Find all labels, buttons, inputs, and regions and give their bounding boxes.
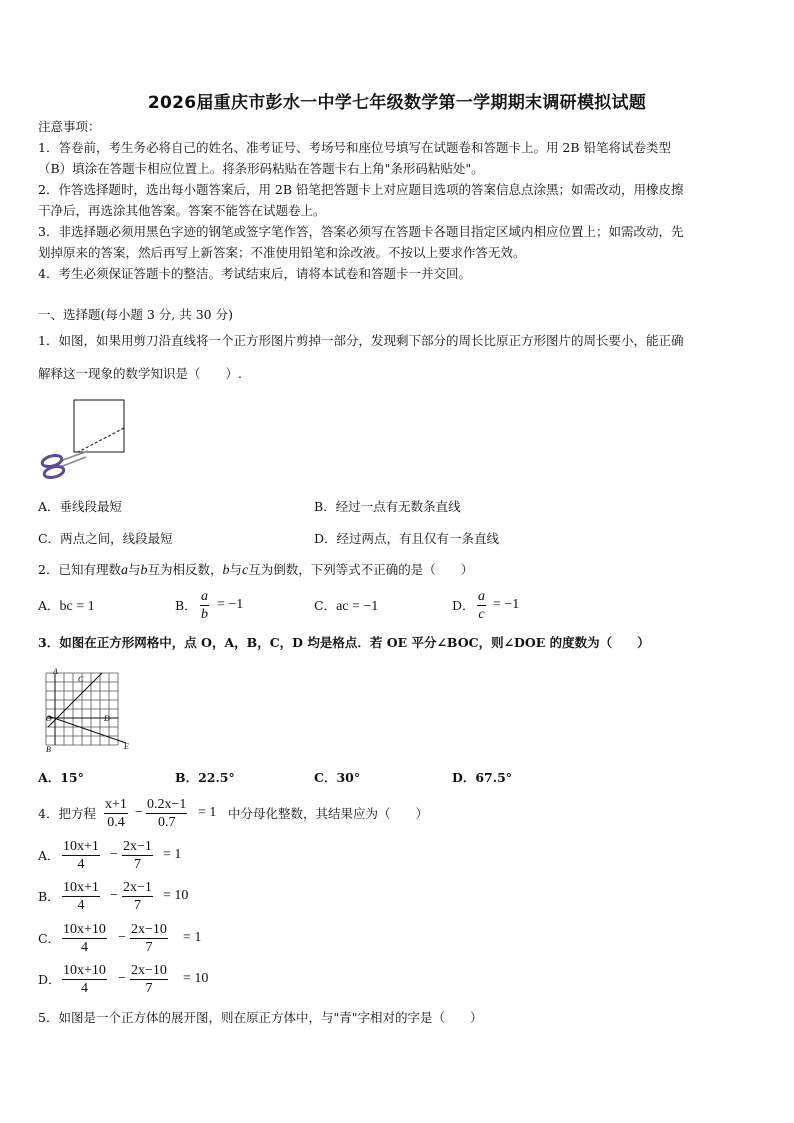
q2-option-b-rhs: = −1 [217, 597, 244, 612]
notice-line-6: 划掉原来的答案，然后再写上新答案；不准使用铅笔和涂改液。不按以上要求作答无效。 [38, 245, 526, 260]
q4-option-b-label: B． [38, 889, 60, 904]
q3-option-a: A．15° [38, 770, 84, 785]
q2-option-a [38, 598, 95, 615]
q4-option-d-d2: 7 [145, 981, 153, 996]
q2-var-c: c [242, 563, 249, 578]
q4-stem-fraction-1 [104, 796, 128, 831]
q4-option-d-n1: 10x+10 [63, 963, 106, 978]
q4-option-d-n2: 2x−10 [131, 963, 167, 978]
q3-stem: 3．如图在正方形网格中，点 O，A，B，C，D 均是格点．若 OE 平分∠BOC，则∠DOE 的度数为（ ） [38, 635, 650, 650]
q1-stem-line-1: 1．如图，如果用剪刀沿直线将一个正方形图片剪掉一部分，发现剩下部分的周长比原正方形图片的周长要小，能正确 [38, 333, 684, 348]
q4-option-b-fraction-1 [62, 879, 100, 914]
q4-stem-minus: − [135, 805, 143, 820]
q4-option-c-n1: 10x+10 [63, 922, 106, 937]
q4-option-c-d2: 7 [145, 940, 153, 955]
q4-option-d-rhs: = 10 [183, 971, 209, 986]
q3-option-c: C．30° [314, 770, 361, 785]
q2-stem-mid3: 与 [229, 562, 243, 577]
q4-option-d-fraction-1 [62, 962, 107, 997]
q4-option-c-fraction-2 [130, 921, 168, 956]
q2-option-a-label: A． [38, 598, 60, 613]
q2-option-a-expr: bc = 1 [59, 599, 95, 614]
q4-option-a-minus: − [110, 847, 118, 862]
q2-option-c-label: C． [314, 598, 337, 613]
q1-option-a: A．垂线段最短 [38, 499, 123, 514]
q4-stem-post: 中分母化整数，其结果应为（ ） [228, 806, 429, 821]
q4-stem-f1-num: x+1 [105, 797, 127, 812]
q4-option-a-fraction-1 [62, 838, 100, 873]
q4-option-c-n2: 2x−10 [131, 922, 167, 937]
notice-line-7: 4．考生必须保证答题卡的整洁。考试结束后，请将本试卷和答题卡一并交回。 [38, 266, 471, 281]
q2-stem-mid1: 与 [127, 562, 141, 577]
notice-heading: 注意事项： [38, 119, 101, 134]
scissors-icon [41, 451, 88, 479]
q2-option-d-den: c [478, 607, 485, 622]
q2-option-d-label: D． [452, 598, 475, 613]
q4-option-a-rhs: = 1 [163, 847, 182, 862]
q4-option-a-d1: 4 [77, 857, 85, 872]
q4-option-a-fraction-2 [122, 838, 153, 873]
q1-option-b: B．经过一点有无数条直线 [314, 499, 461, 514]
q4-option-c-fraction-1 [62, 921, 107, 956]
q4-option-c-rhs: = 1 [183, 930, 202, 945]
q4-option-b-minus: − [110, 888, 118, 903]
q2-option-b-fraction [200, 588, 209, 623]
point-o-label: O [46, 714, 52, 723]
q4-option-b-rhs: = 10 [163, 888, 189, 903]
q4-stem-fraction-2 [146, 796, 187, 831]
q2-var-a: a [120, 563, 128, 578]
q3-option-d: D．67.5° [452, 770, 513, 785]
q4-option-b-fraction-2 [122, 879, 153, 914]
q1-stem-line-2: 解释这一现象的数学知识是（ ）. [38, 366, 242, 381]
q4-option-d-fraction-2 [130, 962, 168, 997]
q4-option-b-d2: 7 [133, 898, 141, 913]
q2-stem [38, 562, 473, 579]
q2-option-d-fraction [477, 588, 486, 623]
q4-option-b-n2: 2x−1 [123, 880, 152, 895]
notice-line-5: 3．非选择题必须用黑色字迹的钢笔或签字笔作答，答案必须写在答题卡各题目指定区域内相应位置上；如需改动，先 [38, 224, 684, 239]
q2-option-d-rhs: = −1 [493, 597, 520, 612]
q4-stem-f2-den: 0.7 [157, 815, 176, 830]
q5-stem: 5．如图是一个正方体的展开图，则在原正方体中，与"青"字相对的字是（ ） [38, 1010, 483, 1025]
q4-option-c-label: C． [38, 931, 61, 946]
q2-var-b-2: b [222, 563, 230, 578]
q1-option-c: C．两点之间，线段最短 [38, 531, 173, 546]
q3-grid-figure [38, 663, 134, 753]
q3-option-b: B．22.5° [175, 770, 235, 785]
q1-scissors-figure [38, 395, 130, 485]
point-b-label: B [46, 745, 51, 753]
q4-option-a-n1: 10x+1 [63, 839, 99, 854]
q4-option-a-label: A． [38, 848, 60, 863]
q1-option-d: D．经过两点，有且仅有一条直线 [314, 531, 500, 546]
q2-stem-mid2: 互为相反数， [147, 562, 223, 577]
q4-option-a-d2: 7 [133, 857, 141, 872]
square-shape [74, 400, 124, 452]
q4-option-b-n1: 10x+1 [63, 880, 99, 895]
q2-stem-pre: 2．已知有理数 [38, 562, 121, 577]
q4-stem-eq: = 1 [198, 805, 217, 820]
section-heading: 一、选择题(每小题 3 分, 共 30 分) [38, 307, 233, 322]
q2-option-b-den: b [201, 607, 208, 622]
q2-option-c [314, 598, 378, 615]
q4-stem-f2-num: 0.2x−1 [147, 797, 187, 812]
q2-option-d-num: a [478, 589, 485, 604]
notice-line-3: 2．作答选择题时，选出每小题答案后，用 2B 铅笔把答题卡上对应题目选项的答案信息点涂黑；如需改动，用橡皮擦 [38, 182, 684, 197]
notice-line-4: 干净后，再选涂其他答案。答案不能答在试题卷上。 [38, 203, 326, 218]
notice-line-1: 1．答卷前，考生务必将自己的姓名、准考证号、考场号和座位号填写在试题卷和答题卡上。用 2B 铅笔将试卷类型 [38, 140, 672, 155]
q4-option-a-n2: 2x−1 [123, 839, 152, 854]
q2-var-b: b [140, 563, 148, 578]
q2-option-b-num: a [201, 589, 208, 604]
q2-option-b-label: B． [175, 598, 197, 613]
page-title: 2026届重庆市彭水一中学七年级数学第一学期期末调研模拟试题 [147, 93, 647, 113]
q4-option-c-d1: 4 [80, 940, 88, 955]
point-d-label: D [104, 714, 110, 723]
q4-option-d-d1: 4 [80, 981, 88, 996]
q4-stem-pre: 4．把方程 [38, 806, 96, 821]
q4-stem-f1-den: 0.4 [107, 815, 125, 830]
q2-option-c-expr: ac = −1 [336, 599, 379, 614]
q4-option-d-minus: − [118, 971, 126, 986]
q2-stem-post: 互为倒数，下列等式不正确的是（ ） [248, 562, 474, 577]
point-c-label: C [78, 675, 84, 684]
notice-line-2: （B）填涂在答题卡相应位置上。将条形码粘贴在答题卡右上角"条形码粘贴处"。 [38, 161, 484, 176]
q4-option-b-d1: 4 [77, 898, 85, 913]
q4-option-c-minus: − [118, 930, 126, 945]
point-a-label: A [53, 667, 58, 676]
point-e-label: E [124, 742, 129, 751]
q4-option-d-label: D． [38, 972, 61, 987]
